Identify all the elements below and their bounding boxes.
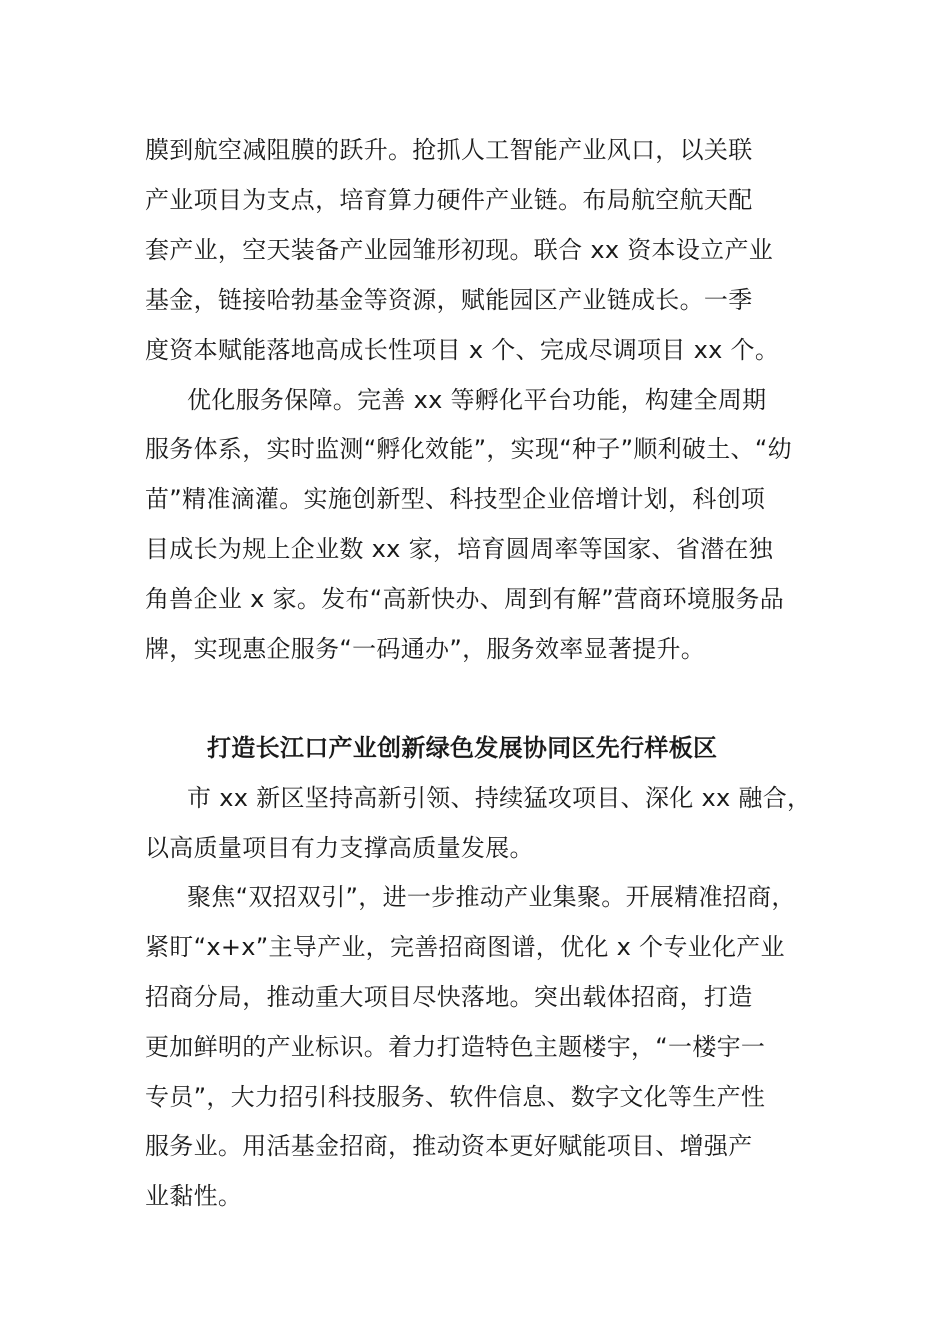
text-line: 牌，实现惠企服务“一码通办”，服务效率显著提升。 [145, 635, 706, 663]
text-line: 紧盯“x+x”主导产业，完善招商图谱，优化 x 个专业化产业 [145, 933, 785, 961]
text-line: 角兽企业 x 家。发布“高新快办、周到有解”营商环境服务品 [145, 585, 785, 613]
text-line: 套产业，空天装备产业园雏形初现。联合 xx 资本设立产业 [145, 236, 774, 264]
text-line: 膜到航空减阻膜的跃升。抢抓人工智能产业风口，以关联 [145, 136, 753, 164]
text-line: 更加鲜明的产业标识。着力打造特色主题楼宇，“一楼宇一 [145, 1033, 766, 1061]
text-line: 产业项目为支点，培育算力硬件产业链。布局航空航天配 [145, 186, 753, 214]
text-line: 专员”，大力招引科技服务、软件信息、数字文化等生产性 [145, 1083, 766, 1111]
text-line: 服务体系，实时监测“孵化效能”，实现“种子”顺利破土、“幼 [145, 435, 792, 463]
text-line: 度资本赋能落地高成长性项目 x 个、完成尽调项目 xx 个。 [145, 336, 780, 364]
text-line: 目成长为规上企业数 xx 家，培育圆周率等国家、省潜在独 [145, 535, 774, 563]
text-line: 业黏性。 [145, 1182, 243, 1210]
text-line: 优化服务保障。完善 xx 等孵化平台功能，构建全周期 [187, 386, 767, 414]
text-line: 招商分局，推动重大项目尽快落地。突出载体招商，打造 [145, 983, 753, 1011]
text-line: 市 xx 新区坚持高新引领、持续猛攻项目、深化 xx 融合， [187, 784, 812, 812]
text-line: 基金，链接哈勃基金等资源，赋能园区产业链成长。一季 [145, 286, 753, 314]
text-line: 聚焦“双招双引”，进一步推动产业集聚。开展精准招商， [187, 883, 796, 911]
section-heading: 打造长江口产业创新绿色发展协同区先行样板区 [207, 734, 718, 762]
text-line: 服务业。用活基金招商，推动资本更好赋能项目、增强产 [145, 1132, 753, 1160]
text-line: 苗”精准滴灌。实施创新型、科技型企业倍增计划，科创项 [145, 485, 766, 513]
text-line: 以高质量项目有力支撑高质量发展。 [145, 834, 534, 862]
